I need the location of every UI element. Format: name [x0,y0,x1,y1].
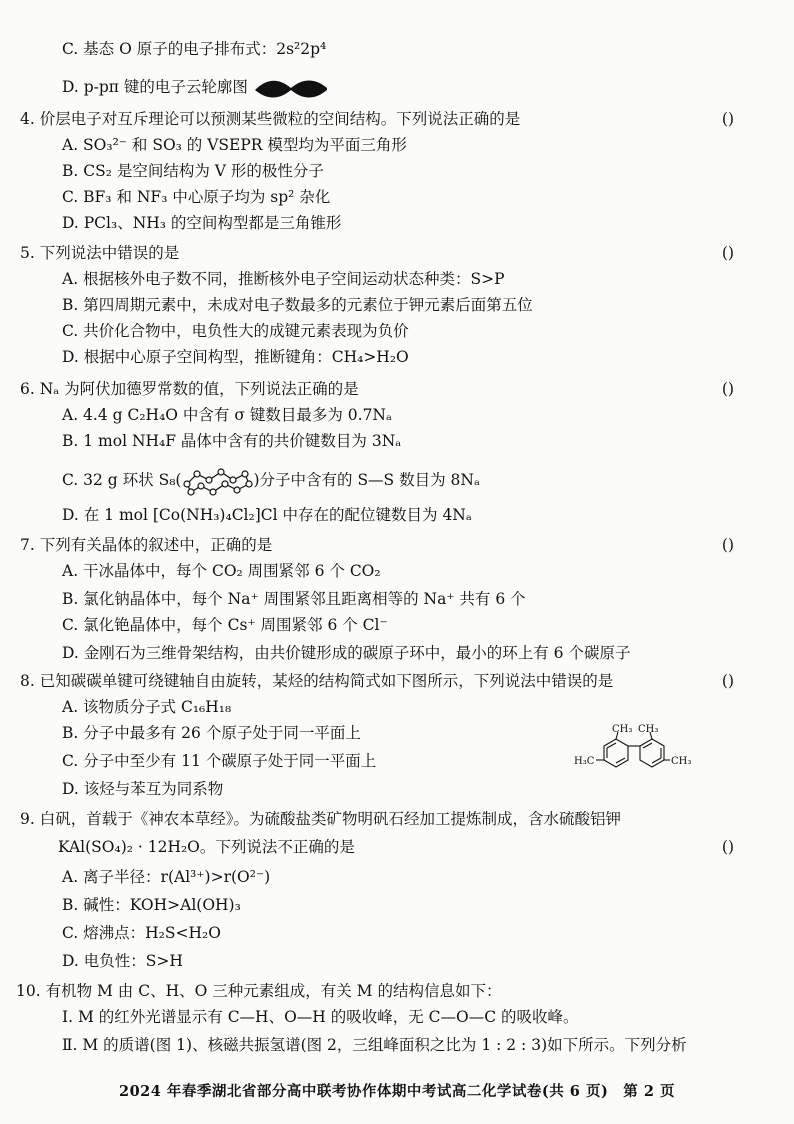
q3-option-c: C. 基态 O 原子的电子排布式：2s²2p⁴ [62,40,327,58]
label-ch3-top-right: CH₃ [638,724,659,735]
q7-option-b: B. 氯化钠晶体中，每个 Na⁺ 周围紧邻且距离相等的 Na⁺ 共有 6 个 [62,590,526,608]
q4-option-c: C. BF₃ 和 NF₃ 中心原子均为 sp² 杂化 [62,188,331,206]
q5-option-a: A. 根据核外电子数不同，推断核外电子空间运动状态种类：S>P [62,270,505,288]
q7-option-d: D. 金刚石为三维骨架结构，由共价键形成的碳原子环中，最小的环上有 6 个碳原子 [62,644,631,662]
q6-option-c: C. 32 g 环状 S₈( )分子中含有的 S—S 数目为 8Nₐ [0,466,794,496]
label-h3c-left: H₃C [574,756,595,767]
q4-answer-paren: () [721,110,734,128]
q9-answer-paren: () [721,838,734,856]
label-ch3-top-left: CH₃ [612,724,633,735]
dimethylbiphenyl-structure [556,724,706,784]
q8-option-c: C. 分子中至少有 11 个碳原子处于同一平面上 [62,752,377,770]
q8-option-b: B. 分子中最多有 26 个原子处于同一平面上 [62,724,361,742]
q10-info-ii: Ⅱ. M 的质谱(图 1)、核磁共振氢谱(图 2，三组峰面积之比为 1 : 2 : 3)如下所示。下列分析 [62,1036,687,1054]
p-p-pi-orbital-figure [253,74,329,102]
q8-option-d: D. 该烃与苯互为同系物 [62,780,224,798]
q9-stem-line2: KAl(SO₄)₂ · 12H₂O。下列说法不正确的是 () [58,838,734,856]
q3-option-d: D. p-pπ 键的电子云轮廓图 [0,74,794,102]
q9-option-a: A. 离子半径：r(Al³⁺)>r(O²⁻) [62,868,271,886]
q10-stem: 10. 有机物 M 由 C、H、O 三种元素组成，有关 M 的结构信息如下： [16,982,502,1000]
q5-option-d: D. 根据中心原子空间构型，推断键角：CH₄>H₂O [62,348,409,366]
q8-option-a: A. 该物质分子式 C₁₆H₁₈ [62,698,232,716]
q8-answer-paren: () [721,672,734,690]
q10-info-i: Ⅰ. M 的红外光谱显示有 C—H、O—H 的吸收峰，无 C—O—C 的吸收峰。 [62,1008,579,1026]
q7-stem: 7. 下列有关晶体的叙述中，正确的是 () [20,536,734,554]
q4-option-a: A. SO₃²⁻ 和 SO₃ 的 VSEPR 模型均为平面三角形 [62,136,407,154]
s8-ring-figure [181,466,253,496]
q7-option-c: C. 氯化铯晶体中，每个 Cs⁺ 周围紧邻 6 个 Cl⁻ [62,616,388,634]
q4-stem: 4. 价层电子对互斥理论可以预测某些微粒的空间结构。下列说法正确的是 () [20,110,734,128]
q9-stem-line1: 9. 白矾，首载于《神农本草经》。为硫酸盐类矿物明矾石经加工提炼制成，含水硫酸铝钾 [20,810,621,828]
q6-option-d: D. 在 1 mol [Co(NH₃)₄Cl₂]Cl 中存在的配位键数目为 4Nₐ [62,506,472,524]
q5-option-b: B. 第四周期元素中，未成对电子数最多的元素位于钾元素后面第五位 [62,296,533,314]
q5-answer-paren: () [721,244,734,262]
q4-option-d: D. PCl₃、NH₃ 的空间构型都是三角锥形 [62,214,342,232]
q6-option-a: A. 4.4 g C₂H₄O 中含有 σ 键数目最多为 0.7Nₐ [62,406,392,424]
q8-stem: 8. 已知碳碳单键可绕键轴自由旋转，某烃的结构简式如下图所示，下列说法中错误的是 () [20,672,734,690]
q4-option-b: B. CS₂ 是空间结构为 V 形的极性分子 [62,162,324,180]
q5-option-c: C. 共价化合物中，电负性大的成键元素表现为负价 [62,322,409,340]
q9-option-b: B. 碱性：KOH>Al(OH)₃ [62,896,241,914]
q6-option-b: B. 1 mol NH₄F 晶体中含有的共价键数目为 3Nₐ [62,432,402,450]
q7-answer-paren: () [721,536,734,554]
label-ch3-right: CH₃ [671,756,692,767]
q9-option-d: D. 电负性：S>H [62,952,183,970]
q7-option-a: A. 干冰晶体中，每个 CO₂ 周围紧邻 6 个 CO₂ [62,562,381,580]
q6-answer-paren: () [721,380,734,398]
q5-stem: 5. 下列说法中错误的是 () [20,244,734,262]
q6-stem: 6. Nₐ 为阿伏加德罗常数的值，下列说法正确的是 () [20,380,734,398]
q9-option-c: C. 熔沸点：H₂S<H₂O [62,924,221,942]
page-footer: 2024 年春季湖北省部分高中联考协作体期中考试高二化学试卷(共 6 页) 第 2 页 [119,1083,675,1100]
